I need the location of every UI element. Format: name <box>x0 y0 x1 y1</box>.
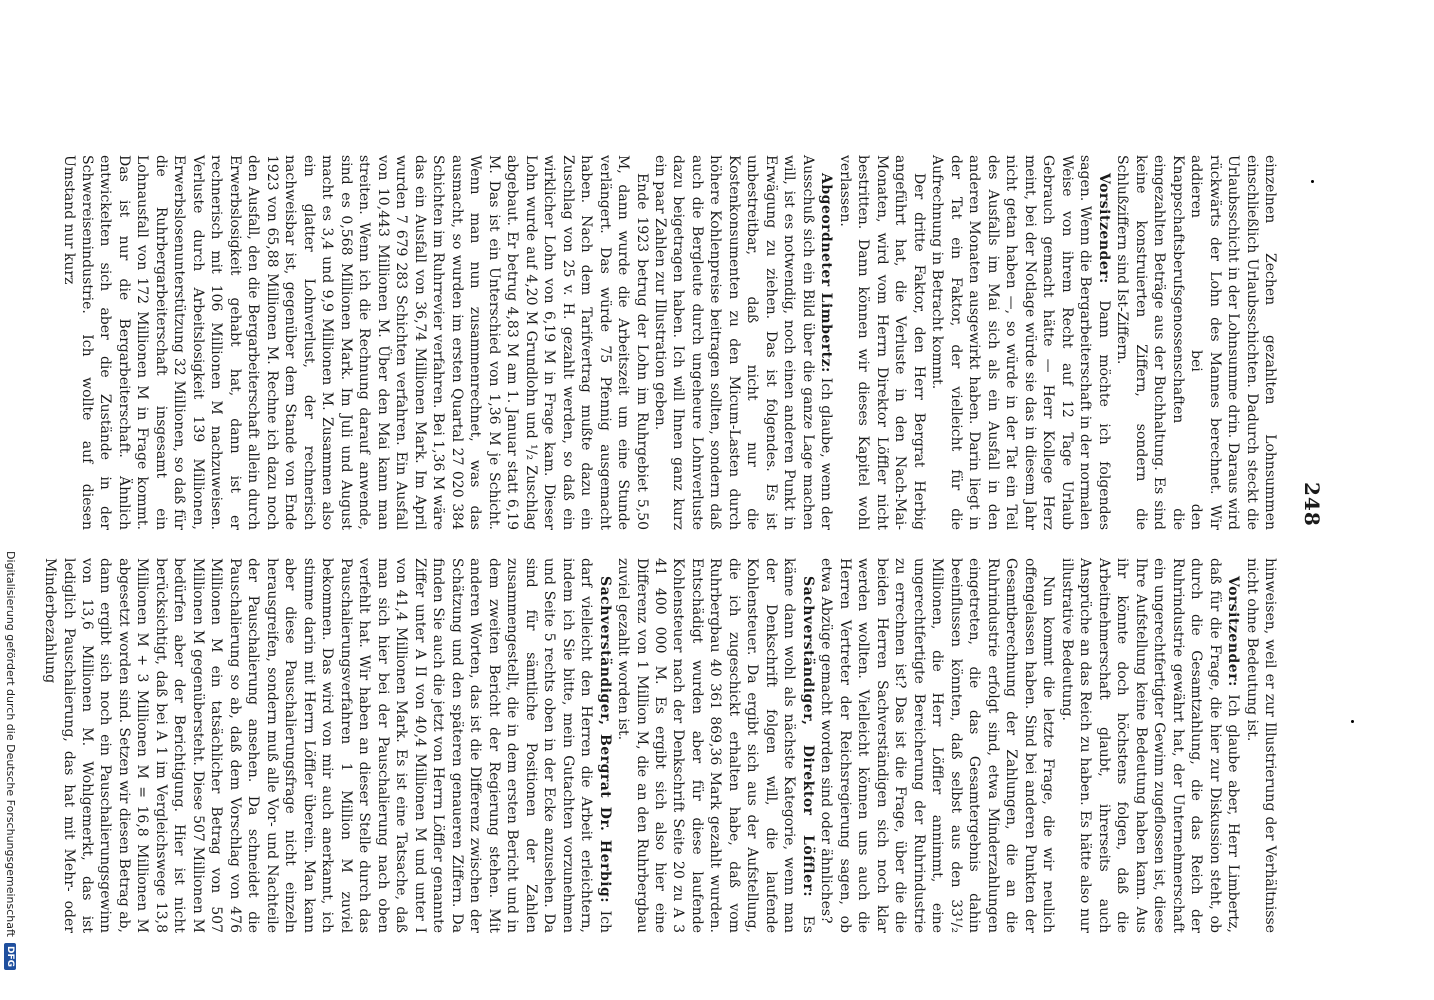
speech-paragraph <box>41 558 614 933</box>
dfg-logo-icon: DFG <box>5 943 17 970</box>
text-paragraph <box>835 155 927 530</box>
footer-credit-text: Digitalisierung gefördert durch die Deutsche Forschungsgemeinschaft <box>4 551 17 937</box>
paragraph-text: Der dritte Faktor, den Herr Bergrat Herbig angeführt hat, die Verluste in den Nach-Mai-Monaten, wird vom Herrn Direktor Löffler nicht bestritten. Dann können wir dieses Kapitel wohl verlassen. <box>836 155 927 530</box>
right-text-column <box>41 558 1279 933</box>
paragraph-text: Ich darf vielleicht den Herren die Arbeit erleichtern, indem ich Sie bitte, mein Gutachten vorzunehmen und Seite 5 rechts oben in der Ecke anzusehen. Da sind für sämtliche Positionen der Zahlen zusammengestellt, die in dem ersten Bericht und in dem zweiten Bericht der Regierung stehen. Mit anderen Worten, das ist die Differenz zwischen der Schätzung und den späteren genaueren Ziffern. Da finden Sie auch die jetzt von Herrn Löffler genannte Ziffer unter A II von 40,4 Millionen M und unter I von 41,4 Millionen Mark. Es ist eine Tatsache, daß man sich hier bei der Pauschalierung nach oben verfehlt hat. Wir haben an dieser Stelle durch das Pauschalierungsverfahren 1 Million M zuviel bekommen. Das wird von mir auch anerkannt, ich stimme darin mit Herrn Löffler überein. Man kann aber diese Pauschalierungsfrage nicht einzeln herausgreifen, sondern muß alle Vor- und Nachteile der Pauschalierung ansehen. Da schneidet die Pauschalierung so ab, daß dem Vorschlag von 476 Millionen M ein tatsächlicher Betrag von 507 Millionen M gegenübersteht. Diese 507 Millionen M bedürfen aber der Berichtigung. Hier ist nicht berücksichtigt, daß bei A 1 im Vergleichswege 13,8 Millionen M + 3 Millionen M = 16,8 Millionen M abgesetzt worden sind. Setzen wir diesen Betrag ab, dann ergibt sich noch ein Pauschalierungsgewinn von 13,6 Millionen M. Wohlgemerkt, das ist lediglich Pauschalierung, das hat mit Mehr- oder Minderbezahlung <box>42 558 613 934</box>
scan-speck <box>1311 180 1314 183</box>
text-paragraph <box>1113 155 1279 530</box>
paragraph-text: einzelnen Zechen gezahlten Lohnsummen einschließlich Urlaubsschichten. Dadurch steckt die Urlaubsschicht in der Lohnsumme drin. Daraus wird rückwärts der Lohn des Mannes berechnet. Wir addieren bei den Knappschaftsberufsgenossenschaften die eingezahlten Beträge aus der Buchhaltung. Es sind keine konstruierten Ziffern, sondern die Schlußziffern sind Ist-Ziffern. <box>1114 155 1278 530</box>
digitization-footer <box>4 0 17 1000</box>
text-paragraph <box>1242 558 1279 933</box>
speaker-name: Sachverständiger, Bergrat Dr. Herbig: <box>596 576 613 904</box>
speech-paragraph <box>614 558 817 933</box>
speech-paragraph <box>1057 558 1242 933</box>
text-paragraph <box>59 155 651 530</box>
speaker-name: Vorsitzender: <box>1225 576 1242 687</box>
speaker-name: Sachverständiger, Direktor Löffler: <box>799 576 816 898</box>
scan-speck <box>1351 720 1354 723</box>
paragraph-text: Dann möchte ich folgendes sagen. Wenn die Bergarbeiterschaft in der normalen Weise von ihrem Recht auf 12 Tage Urlaub Gebrauch gemacht hätte — Herr Kollege Herz meint, bei der Notlage würde sie das in diesem Jahr nicht getan haben —, so würde in der Tat ein Teil des Ausfalls im Mai sich als ein Ausfall in den anderen Monaten ausgewirkt haben. Darin liegt in der Tat ein Faktor, der vielleicht für die Aufrechnung in Betracht kommt. <box>929 155 1112 531</box>
paragraph-text: Es käme dann wohl als nächste Kategorie, wenn man der Denkschrift folgen will, die laufende Kohlensteuer. Da ergibt sich aus der Aufstellung, die ich zugeschickt erhalten habe, daß vom Ruhrbergbau 40 361 869,36 Mark gezahlt wurden. Entschädigt wurden aber für diese laufende Kohlensteuer nach der Denkschrift Seite 20 zu A 3 41 400 000 M. Es ergibt sich also hier eine Differenz von 1 Million M, die an den Ruhrbergbau zuviel gezahlt worden ist. <box>615 558 816 933</box>
text-paragraph <box>817 558 1057 933</box>
paragraph-text: Ende 1923 betrug der Lohn im Ruhrgebiet 5,50 M, dann wurde die Arbeitszeit um eine Stunde verlängert. Das würde 75 Pfennig ausgemacht haben. Nach dem Tarifvertrag mußte dazu ein Zuschlag von 25 v. H. gezahlt werden, so daß ein wirklicher Lohn von 6,19 M in Frage kam. Dieser Lohn wurde auf 4,20 M Grundlohn und ¹/₂ Zuschlag abgebaut. Er betrug 4,83 M am 1. Januar statt 6,19 M. Das ist ein Unterschied von 1,36 M je Schicht. Wenn man nun zusammenrechnet, was das ausmacht, so wurden im ersten Quartal 27 020 384 Schichten im Ruhrrevier verfahren. Bei 1,36 M wäre das ein Ausfall von 36,74 Millionen Mark. Im April wurden 7 679 283 Schichten verfahren. Ein Ausfall von 10,443 Millionen M. Über den Mai kann man streiten. Wenn ich die Rechnung darauf anwende, sind es 0,568 Millionen Mark. Im Juli und August macht es 3,4 und 9,9 Millionen M. Zusammen also ein glatter Lohnverlust, der rechnerisch nachweisbar ist, gegenüber dem Stande von Ende 1923 von 65,88 Millionen M. Rechne ich dazu noch den Ausfall, den die Bergarbeiterschaft allein durch Erwerbslosigkeit gehabt hat, dann ist er rechnerisch mit 106 Millionen M nachzuweisen. Verluste durch Arbeitslosigkeit 139 Millionen, Erwerbslosenunterstützung 32 Millionen, so daß für die Ruhrbergarbeiterschaft insgesamt ein Lohnausfall von 172 Millionen M in Frage kommt. Das ist nur die Bergarbeiterschaft. Ähnlich entwickelten sich aber die Zustände in der Schwereisenindustrie. Ich wollte auf diesen Umstand nur kurz <box>60 155 650 530</box>
speech-paragraph <box>928 155 1113 530</box>
paragraph-text: hinweisen, weil er zur Illustrierung der Verhältnisse nicht ohne Bedeutung ist. <box>1243 558 1278 933</box>
speech-paragraph <box>651 155 836 530</box>
left-text-column <box>59 155 1279 530</box>
paragraph-text: Ich glaube, wenn der Ausschuß sich ein Bild über die ganze Lage machen will, ist es notwendig, noch einen anderen Punkt in Erwägung zu ziehen. Das ist folgendes. Es ist unbestreitbar, daß nicht nur die Kostenkonsumenten zu den Micum-Lasten durch höhere Kohlenpreise beitragen sollten, sondern daß auch die Bergleute durch ungeheure Lohnverluste dazu beigetragen haben. Ich will Ihnen ganz kurz ein paar Zahlen zur Illustration geben. <box>652 155 835 530</box>
page-number: 248 <box>1300 482 1324 527</box>
speaker-name: Abgeordneter Limbertz: <box>818 173 835 373</box>
speaker-name: Vorsitzender: <box>1095 173 1112 284</box>
paragraph-text: Nun kommt die letzte Frage, die wir neulich offengelassen haben. Sind bei anderen Punkten der Gesamtberechnung der Zahlungen, die an die Ruhrindustrie erfolgt sind, etwa Minderzahlungen eingetreten, die das Gesamtergebnis dahin beeinflussen könnten, daß selbst aus den 33¹/₂ Millionen, die Herr Löffler annimmt, eine ungerechtfertigte Bereicherung der Ruhrindustrie zu errechnen ist? Das ist die Frage, über die die beiden Herren Sachverständigen sich noch klar werden wollten. Vielleicht können uns auch die Herren Vertreter der Reichsregierung sagen, ob etwa Abzüge gemacht worden sind oder ähnliches? <box>818 558 1057 933</box>
paragraph-text: Ich glaube aber, Herr Limbertz, daß für die Frage, die hier zur Diskussion steht, ob durch die Gesamtzahlung, die das Reich der Ruhrindustrie gewährt hat, der Unternehmerschaft ein ungerechtfertigter Gewinn zugeflossen ist, diese Ihre Aufstellung keine Bedeutung haben kann. Aus ihr könnte doch höchstens folgen, daß die Arbeitnehmerschaft glaubt, ihrerseits auch Ansprüche an das Reich zu haben. Es hätte also nur illustrative Bedeutung. <box>1058 558 1242 934</box>
